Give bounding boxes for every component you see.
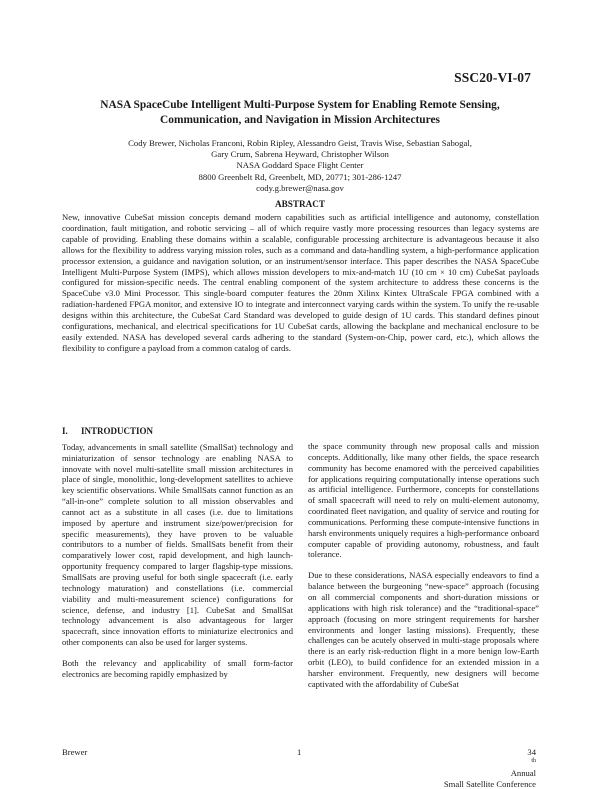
paragraph-1: Today, advancements in small satellite (SmallSat) technology and miniaturization of sensor technology are enabling NASA to innovate with novel multi-satellite small mission architectures in place of single, monolithic, long-development satellites to achieve key scientific observations. While SmallSats cannot function as an “all-in-one” complete solution to all mission observables and cannot act as a substitute in all cases (i.e. due to limitations imposed by aperture and instrument size/power/precision for specific measurements), they have proven to be valuable contributors to a number of fields. SmallSats benefit from their comparatively lower cost, rapid development, and high launch-opportunity frequency compared to larger flagship-type missions. SmallSats are proving useful for both single spacecraft (i.e. early technology maturation) and constellations (i.e. commercial viability and multi-measurement science) configurations for science, defense, and industry [1]. CubeSat and SmallSat technology advancement is also advantageous for larger spacecraft, since innovation efforts to miniaturize electronics and other components can also be used for larger systems. xyxy=(62,442,293,648)
author-block xyxy=(62,138,538,194)
footer-conference xyxy=(444,747,536,789)
conference-line-1 xyxy=(444,747,536,779)
footer-page-number: 1 xyxy=(297,747,301,758)
title-line-2: Communication, and Navigation in Mission Architectures xyxy=(62,113,538,128)
paragraph-2: Both the relevancy and applicability of small form-factor electronics are becoming rapidly emphasized by xyxy=(62,658,293,680)
section-number: I. xyxy=(62,426,81,437)
paper-id: SSC20-VI-07 xyxy=(454,70,531,86)
address: 8800 Greenbelt Rd, Greenbelt, MD, 20771; 301-286-1247 xyxy=(62,172,538,183)
abstract-text: New, innovative CubeSat mission concepts demand modern capabilities such as artificial intelligence and autonomy, constellation coordination, fault mitigation, and robotic servicing – all of which require vastly more processing resources than legacy systems are capable of providing. Enabling these domains within a scalable, configurable processing architecture is advantageous because it also allows for the flexibility to address varying mission roles, such as a command and data-handling system, a high-performance application processor extension, a guidance and navigation solution, or an instrument/sensor interface. This paper describes the NASA SpaceCube Intelligent Multi-Purpose System (IMPS), which allows mission developers to mix-and-match 1U (10 cm × 10 cm) CubeSat payloads configured for mission-specific needs. The central enabling component of the system architecture to address these concerns is the SpaceCube v3.0 Mini Processor. This single-board computer features the 20nm Xilinx Kintex UltraScale FPGA combined with a radiation-hardened FPGA monitor, and extensive IO to integrate and interconnect varying cards within the system. To unify the re-usable designs within this architecture, the CubeSat Card Standard was developed to guide design of 1U cards. This standard defines pinout configurations, mechanical, and electrical specifications for 1U CubeSat cards, allowing the backplane and mechanical enclosure to be easily extended. NASA has developed several cards adhering to the standard (System-on-Chip, power card, etc.), which allows the flexibility to configure a payload from a common catalog of cards. xyxy=(62,212,539,354)
left-column xyxy=(62,426,293,690)
paper-title xyxy=(62,98,538,128)
author-list-1: Cody Brewer, Nicholas Franconi, Robin Ripley, Alessandro Geist, Travis Wise, Sebastian Sabogal, xyxy=(62,138,538,149)
affiliation: NASA Goddard Space Flight Center xyxy=(62,160,538,171)
conference-ordinal: th xyxy=(531,758,536,764)
conference-annual: Annual xyxy=(444,768,536,779)
right-column xyxy=(308,441,539,700)
section-heading xyxy=(62,426,293,437)
conference-number: 34 xyxy=(444,747,536,758)
paragraph-4: Due to these considerations, NASA especially endeavors to find a balance between the burgeoning “new-space” approach (focusing on all commercial components and short-duration missions or applications with high risk tolerance) and the “traditional-space” approach (focusing on more stringent requirements for harsher environments and longer lasting missions). Frequently, these challenges can be acutely observed in multi-stage proposals where there is an early risk-reduction flight in a more benign low-Earth orbit (LEO), to build confidence for an extended mission in a harsher environment. Frequently, new designers will become captivated with the affordability of CubeSat xyxy=(308,570,539,689)
email: cody.g.brewer@nasa.gov xyxy=(62,183,538,194)
title-line-1: NASA SpaceCube Intelligent Multi-Purpose System for Enabling Remote Sensing, xyxy=(62,98,538,113)
paragraph-3: the space community through new proposal calls and mission concepts. Additionally, like many other fields, the space research community has become enamored with the perceived capabilities for applications requiring computationally intense operations such as artificial intelligence. Furthermore, concepts for constellations of small spacecraft will need to rely on multi-element autonomy, coordinated fleet navigation, and quality of service and routing for communications. Performing these compute-intensive functions in harsh environments uniquely requires a high-performance onboard computer capable of providing autonomy, robustness, and fault tolerance. xyxy=(308,441,539,560)
author-list-2: Gary Crum, Sabrena Heyward, Christopher Wilson xyxy=(62,149,538,160)
footer-author: Brewer xyxy=(62,747,87,758)
section-title: INTRODUCTION xyxy=(81,426,153,436)
abstract-heading: ABSTRACT xyxy=(62,199,538,209)
conference-line-2: Small Satellite Conference xyxy=(444,779,536,789)
